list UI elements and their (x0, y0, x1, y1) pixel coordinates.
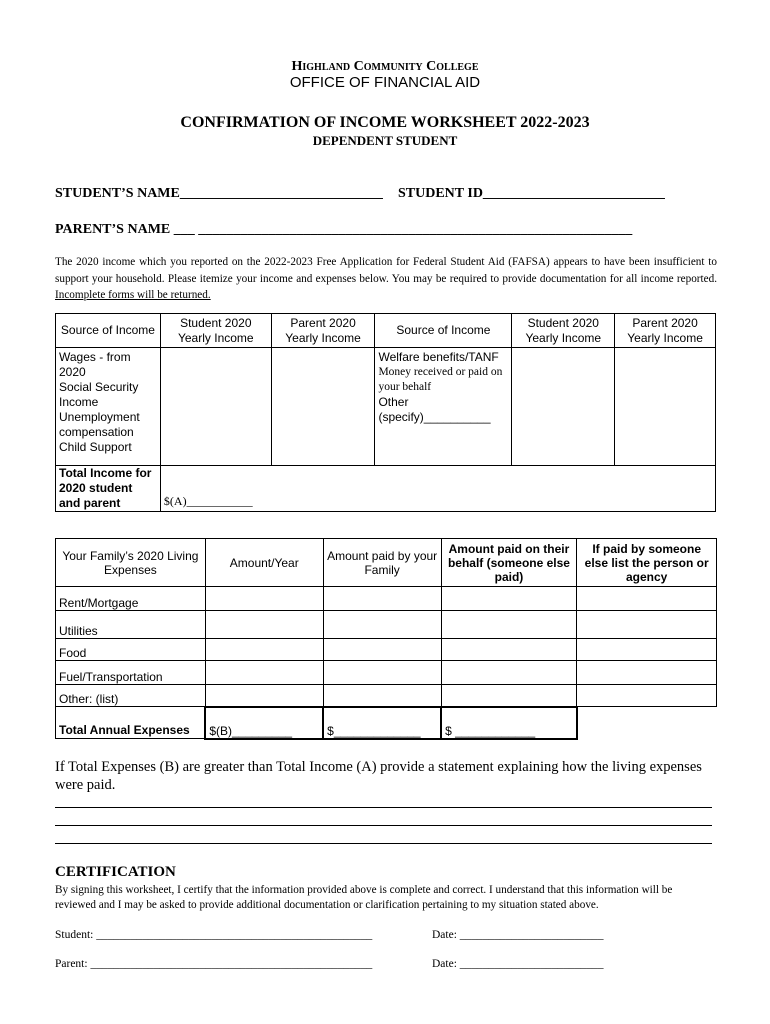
expense-row-other: Other: (list) (56, 685, 206, 707)
certification-heading: CERTIFICATION (55, 864, 176, 880)
worksheet-title: CONFIRMATION OF INCOME WORKSHEET 2022-2023 (180, 114, 590, 131)
statement-line-2[interactable] (55, 825, 712, 826)
rent-family-input[interactable] (323, 587, 441, 611)
expense-statement-prompt: If Total Expenses (B) are greater than Total Income (A) provide a statement explaining how the living expenses were paid. (55, 759, 702, 793)
total-empty-cell (577, 707, 717, 739)
header-student-income-right: Student 2020 Yearly Income (512, 314, 615, 348)
total-income-field-a[interactable]: $(A)___________ (160, 466, 715, 512)
header-amount-paid-family: Amount paid by your Family (323, 539, 441, 587)
other-behalf-input[interactable] (441, 685, 577, 707)
parent-income-input-right[interactable] (615, 348, 716, 466)
student-income-input-right[interactable] (512, 348, 615, 466)
total-expenses-label: Total Annual Expenses (56, 707, 206, 739)
left-income-sources (56, 348, 161, 466)
header-amount-paid-behalf: Amount paid on their behalf (someone else paid) (441, 539, 577, 587)
income-source-welfare: Welfare benefits/TANF (378, 350, 499, 364)
rent-behalf-input[interactable] (441, 587, 577, 611)
college-name: Highland Community College (291, 59, 479, 74)
fuel-behalf-input[interactable] (441, 661, 577, 685)
total-expenses-field-b[interactable]: $(B)_________ (205, 707, 323, 739)
food-amount-year-input[interactable] (205, 639, 323, 661)
fuel-amount-year-input[interactable] (205, 661, 323, 685)
statement-line-3[interactable] (55, 843, 712, 844)
worksheet-subtitle: DEPENDENT STUDENT (312, 133, 458, 148)
total-other-paid-field[interactable]: $ ____________ (441, 707, 577, 739)
food-behalf-input[interactable] (441, 639, 577, 661)
income-table (55, 313, 716, 512)
header-source-of-income-left: Source of Income (56, 314, 161, 348)
office-name: OFFICE OF FINANCIAL AID (289, 74, 481, 91)
student-income-input-left[interactable] (160, 348, 271, 466)
header-student-income-left: Student 2020 Yearly Income (160, 314, 271, 348)
header-amount-year: Amount/Year (205, 539, 323, 587)
student-date-line[interactable]: Date: _________________________ (432, 929, 604, 941)
student-name-field[interactable]: STUDENT’S NAME_____________________________ (55, 186, 383, 201)
parent-income-input-left[interactable] (271, 348, 375, 466)
parent-name-field[interactable]: PARENT’S NAME ___ ______________________________________________________________ (55, 222, 633, 237)
header-parent-income-left: Parent 2020 Yearly Income (271, 314, 375, 348)
food-agency-input[interactable] (577, 639, 717, 661)
food-family-input[interactable] (323, 639, 441, 661)
utilities-agency-input[interactable] (577, 611, 717, 639)
header-living-expenses: Your Family’s 2020 Living Expenses (56, 539, 206, 587)
other-amount-year-input[interactable] (205, 685, 323, 707)
incomplete-forms-note: Incomplete forms will be returned. (55, 289, 211, 301)
header-paid-by-agency: If paid by someone else list the person or agency (577, 539, 717, 587)
utilities-amount-year-input[interactable] (205, 611, 323, 639)
statement-line-1[interactable] (55, 807, 712, 808)
total-family-paid-field[interactable]: $_____________ (323, 707, 441, 739)
certification-text: By signing this worksheet, I certify that the information provided above is complete and correct. I understand that this information will be reviewed and I may be asked to provide additional documentation or clarification pertaining to my situation stated above. (55, 884, 673, 911)
income-source-social-security: Social Security Income (59, 380, 139, 409)
income-source-unemployment: Unemployment compensation (59, 410, 140, 439)
right-income-sources (375, 348, 512, 466)
rent-amount-year-input[interactable] (205, 587, 323, 611)
expense-row-rent: Rent/Mortgage (56, 587, 206, 611)
intro-text: The 2020 income which you reported on the 2022-2023 Free Application for Federal Student Aid (FAFSA) appears to have been insufficient to support your household. Please itemize your income and expenses below. You may be required to provide documentation for all income reported. (55, 256, 717, 285)
utilities-behalf-input[interactable] (441, 611, 577, 639)
student-signature-line[interactable]: Student: ________________________________________________ (55, 929, 373, 941)
income-source-other: Other (specify)__________ (378, 395, 491, 424)
other-agency-input[interactable] (577, 685, 717, 707)
income-source-wages: Wages - from 2020 (59, 350, 131, 379)
header-source-of-income-right: Source of Income (375, 314, 512, 348)
utilities-family-input[interactable] (323, 611, 441, 639)
income-source-child-support: Child Support (59, 440, 132, 454)
parent-date-line[interactable]: Date: _________________________ (432, 958, 604, 970)
income-source-money-received: Money received or paid on your behalf (378, 366, 503, 393)
student-id-field[interactable]: STUDENT ID__________________________ (398, 186, 665, 201)
expenses-table (55, 538, 717, 740)
expense-row-utilities: Utilities (56, 611, 206, 639)
expense-row-fuel: Fuel/Transportation (56, 661, 206, 685)
rent-agency-input[interactable] (577, 587, 717, 611)
fuel-family-input[interactable] (323, 661, 441, 685)
parent-signature-line[interactable]: Parent: _________________________________________________ (55, 958, 373, 970)
expense-row-food: Food (56, 639, 206, 661)
total-income-label: Total Income for 2020 student and parent (56, 466, 161, 512)
fuel-agency-input[interactable] (577, 661, 717, 685)
other-family-input[interactable] (323, 685, 441, 707)
header-parent-income-right: Parent 2020 Yearly Income (615, 314, 716, 348)
intro-paragraph (55, 254, 717, 304)
